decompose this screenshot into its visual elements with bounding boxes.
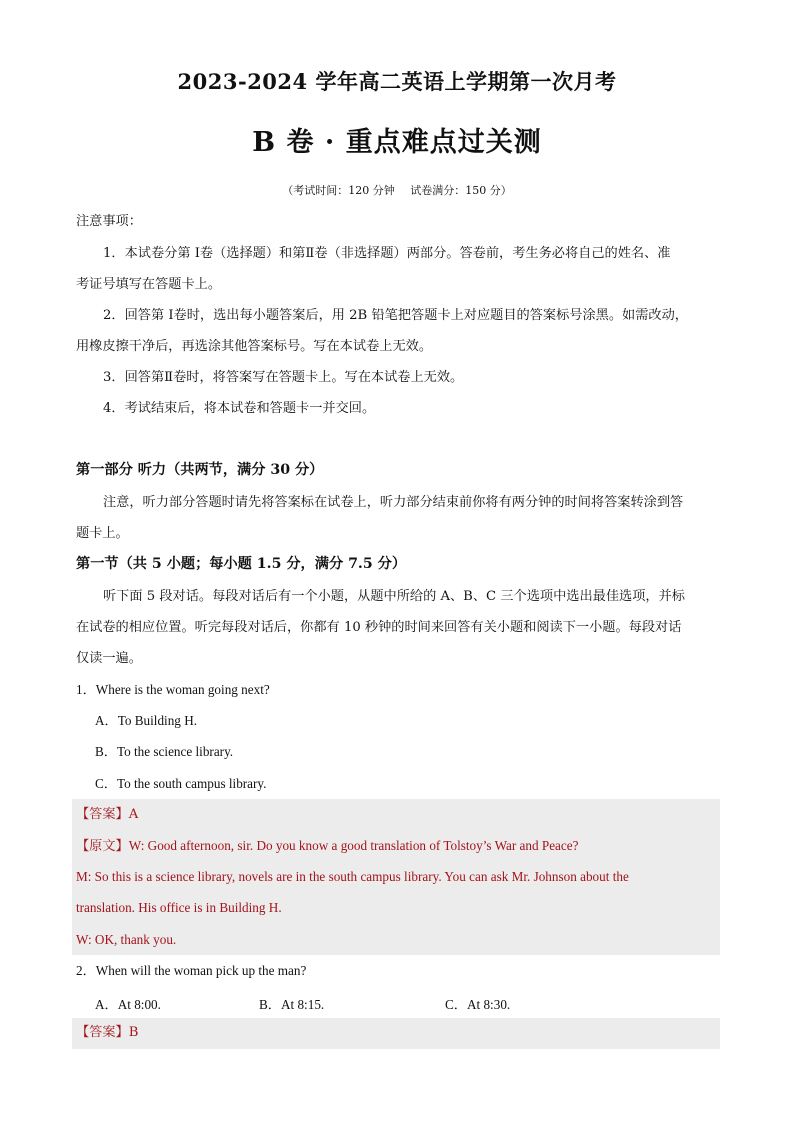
q1-answer: 【答案】A bbox=[76, 807, 139, 822]
q1-script-text-1: W: Good afternoon, sir. Do you know a good translation of Tolstoy’s War and Peace? bbox=[128, 838, 579, 853]
q1-option-a: A．To Building H. bbox=[95, 713, 198, 728]
notice-item-4: 4．考试结束后，将本试卷和答题卡一并交回。 bbox=[103, 401, 376, 416]
q1-script-line-4: W: OK, thank you. bbox=[76, 932, 177, 947]
notice-item-3: 3．回答第Ⅱ卷时，将答案写在答题卡上。写在本试卷上无效。 bbox=[103, 370, 464, 385]
q1-script-label: 【原文】 bbox=[76, 838, 129, 853]
question-1: 1．Where is the woman going next? bbox=[76, 682, 270, 697]
section1-instructions: 听下面 5 段对话。每段对话后有一个小题，从题中所给的 A、B、C 三个选项中选出最佳选项，并标 bbox=[103, 589, 685, 604]
question-2: 2．When will the woman pick up the man? bbox=[76, 963, 307, 978]
part1-heading: 第一部分 听力（共两节，满分 30 分） bbox=[76, 462, 324, 478]
q2-option-b: B．At 8:15. bbox=[259, 997, 325, 1012]
exam-time: （考试时间：120 分钟 bbox=[282, 184, 395, 197]
section1-instructions-cont: 在试卷的相应位置。听完每段对话后，你都有 10 秒钟的时间来回答有关小题和阅读下一小题。每段对话 bbox=[76, 620, 682, 635]
exam-title: 2023-2024 学年高二英语上学期第一次月考 bbox=[177, 69, 617, 94]
q2-answer: 【答案】B bbox=[76, 1025, 139, 1040]
q2-option-c: C．At 8:30. bbox=[445, 997, 511, 1012]
exam-subtitle: B 卷 · 重点难点过关测 bbox=[252, 127, 542, 158]
q1-script-line-2: M: So this is a science library, novels are in the south campus library. You can ask Mr. Johnson about the bbox=[76, 869, 629, 884]
q1-option-b: B．To the science library. bbox=[95, 744, 234, 759]
notice-item-2: 2．回答第 Ⅰ卷时，选出每小题答案后，用 2B 铅笔把答题卡上对应题目的答案标号涂黑。如需改动， bbox=[103, 308, 688, 323]
q1-script-line-3: translation. His office is in Building H. bbox=[76, 900, 282, 915]
notice-heading: 注意事项： bbox=[76, 214, 142, 229]
section1-instructions-end: 仅读一遍。 bbox=[76, 651, 142, 666]
section1-heading: 第一节（共 5 小题；每小题 1.5 分，满分 7.5 分） bbox=[76, 556, 407, 572]
q1-script-line-1 bbox=[76, 838, 720, 854]
q2-option-a: A．At 8:00. bbox=[95, 997, 161, 1012]
exam-total-score: 试卷满分：150 分） bbox=[410, 184, 512, 197]
listening-note: 注意，听力部分答题时请先将答案标在试卷上，听力部分结束前你将有两分钟的时间将答案转涂到答 bbox=[103, 495, 684, 510]
q1-option-c: C．To the south campus library. bbox=[95, 776, 267, 791]
notice-item-1: 1．本试卷分第 Ⅰ卷（选择题）和第Ⅱ卷（非选择题）两部分。答卷前，考生务必将自己的姓名、准 bbox=[103, 246, 671, 261]
listening-note-cont: 题卡上。 bbox=[76, 526, 129, 541]
q2-options bbox=[95, 994, 715, 1013]
notice-item-1-cont: 考证号填写在答题卡上。 bbox=[76, 277, 222, 292]
notice-item-2-cont: 用橡皮擦干净后，再选涂其他答案标号。写在本试卷上无效。 bbox=[76, 339, 433, 354]
exam-meta bbox=[0, 182, 794, 198]
